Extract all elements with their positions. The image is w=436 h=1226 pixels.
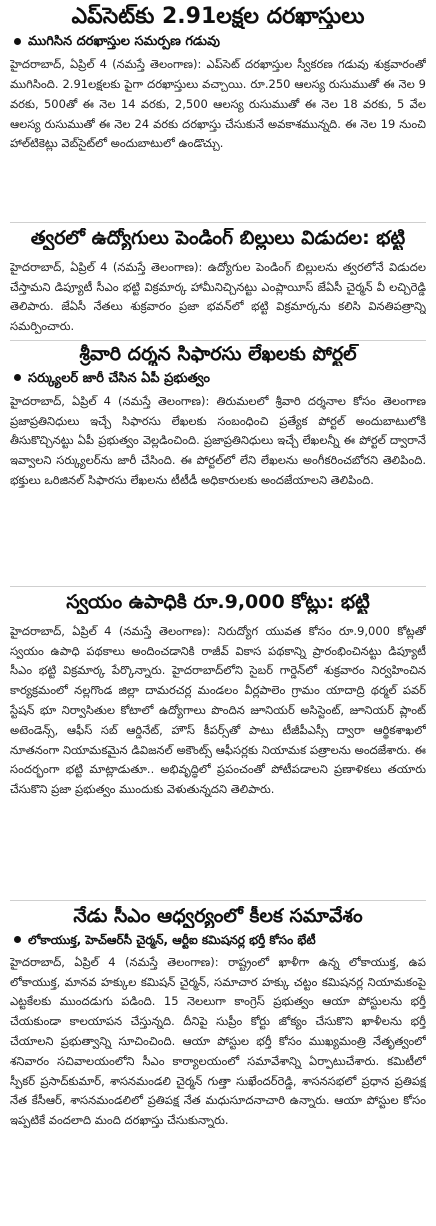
article-cm-meeting — [10, 906, 426, 1222]
headline: నేడు సీఎం ఆధ్వర్యంలో కీలక సమావేశం — [73, 906, 363, 927]
divider — [10, 222, 426, 223]
article-body: హైదరాబాద్, ఏప్రిల్ 4 (నమస్తే తెలంగాణ): ఉద్యోగుల పెండింగ్ బిల్లులను త్వరలోనే విడుదల చేస్తామని డిప్యూటీ సీఎం భట్టి విక్రమార్క హామీనిచ్చినట్టు ఎంప్లాయీస్ జేఏసీ చైర్మన్ వీ లచ్చిరెడ్డి తెలిపారు. జేఏసీ నేతలు శుక్రవారం ప్రజా భవన్‌లో భట్టి విక్రమార్కను కలిసి వినతిపత్రాన్ని సమర్పించారు. — [10, 259, 426, 334]
headline: త్వరలో ఉద్యోగులు పెండింగ్ బిల్లులు విడుదల: భట్టి — [30, 228, 406, 249]
subheadline-text: సర్క్యులర్ జారీ చేసిన ఏపీ ప్రభుత్వం — [28, 370, 210, 386]
bullet-icon — [14, 936, 21, 943]
subheadline — [10, 933, 426, 950]
article-body: హైదరాబాద్, ఏప్రిల్ 4 (నమస్తే తెలంగాణ): ఎప్‌సెట్ దరఖాస్తుల స్వీకరణ గడువు శుక్రవారంతో ముగిసింది. 2.91లక్షలకు పైగా దరఖాస్తులు వచ్చాయి. రూ.250 ఆలస్య రుసుముతో ఈ నెల 9 వరకు, 500తో ఈ నెల 14 వరకు, 2,500 ఆలస్య రుసుముతో ఈ నెల 18 వరకు, 5 వేల ఆలస్య రుసుముతో ఈ నెల 24 వరకు దరఖాస్తు చేసుకునే అవకాశమున్నది. ఈ నెల 19 నుంచి హాల్‌టికెట్లు వెబ్‌సైట్‌లో అందుబాటులో ఉండొచ్చు. — [10, 57, 426, 151]
subheadline-text: లోకాయుక్త, హెచ్‌ఆర్‌సీ చైర్మన్, ఆర్టీఐ కమిషనర్ల భర్తీ కోసం భేటీ — [28, 932, 316, 947]
article-body: హైదరాబాద్, ఏప్రిల్ 4 (నమస్తే తెలంగాణ): నిరుద్యోగ యువత కోసం రూ.9,000 కోట్లతో స్వయం ఉపాధి పథకాలు అందించడానికి రాజీవ్ వికాస పథకాన్ని ప్రారంభించినట్టు డిప్యూటీ సీఎం భట్టి విక్రమార్క పేర్కొన్నారు. హైదరాబాద్‌లోని సైబర్ గార్డెన్‌లో శుక్రవారం నిర్వహించిన కార్యక్రమంలో నల్లగొండ జిల్లా దామరచర్ల మండలం వీర్లపాలెం గ్రామం యాదాద్రి థర్మల్ పవర్ స్టేషన్ భూ నిర్వాసితుల కోటాలో ఉద్యోగాలు పొందిన జూనియర్ అసిస్టెంట్, జూనియర్ ప్లాంట్ అటెండెన్స్, ఆఫీస్ సబ్ ఆర్డినేట్, హౌస్ కీపర్స్‌తో పాటు టీజీపీఎస్సీ ద్వారా ఆర్థికశాఖలో నూతనంగా నియామకమైన డివిజనల్ అకౌంట్స్ ఆఫీసర్లకు నియామక పత్రాలను అందజేశారు. ఈ సందర్భంగా భట్టి మాట్లాడుతూ.. అభివృద్ధిలో ప్రపంచంతో పోటీపడాలని ప్రణాళికలు తయారు చేసుకొని ప్రజా ప్రభుత్వం ముందుకు వెళుతున్నదని తెలిపారు. — [10, 623, 426, 797]
bullet-icon — [14, 374, 21, 381]
divider — [10, 586, 426, 587]
bullet-icon — [14, 38, 21, 45]
article-epcet-applications — [10, 4, 426, 209]
headline: ఎప్‌సెట్‌కు 2.91లక్షల దరఖాస్తులు — [71, 4, 365, 29]
article-srivari-portal — [10, 344, 426, 574]
article-body: హైదరాబాద్, ఏప్రిల్ 4 (నమస్తే తెలంగాణ): తిరుమలలో శ్రీవారి దర్శనాల కోసం తెలంగాణ ప్రజాప్రతినిధులు ఇచ్చే సిఫారసు లేఖలకు సంబంధించి ప్రత్యేక పోర్టల్ అందుబాటులోకి తీసుకొచ్చినట్టు ఏపీ ప్రభుత్వం వెల్లడించింది. ప్రజాప్రతినిధులు ఇచ్చే లేఖలన్నీ ఈ పోర్టల్ ద్వారానే ఇవ్వాలని సర్క్యులర్‌ను జారీ చేసింది. ఈ పోర్టల్‌లో లేని లేఖలను అంగీకరించబోరని తెలిపింది. భక్తులు ఒరిజినల్ సిఫారసు లేఖలను టీటీడీ అధికారులకు అందజేయాలని తెలిపింది. — [10, 393, 426, 488]
subheadline — [10, 34, 426, 52]
article-pending-bills — [10, 228, 426, 358]
article-body: హైదరాబాద్, ఏప్రిల్ 4 (నమస్తే తెలంగాణ): రాష్ట్రంలో ఖాళీగా ఉన్న లోకాయుక్త, ఉప లోకాయుక్త, మానవ హక్కుల కమిషన్ చైర్మన్, సమాచార హక్కు చట్టం కమిషనర్ల నియామకంపై ఎట్టకేలకు ముందడుగు పడింది. 15 నెలలుగా కాంగ్రెస్ ప్రభుత్వం ఆయా పోస్టులను భర్తీ చేయకుండా కాలయాపన చేస్తున్నది. దీనిపై సుప్రీం కోర్టు జోక్యం చేసుకొని ఖాళీలను భర్తీ చేయాలని ప్రభుత్వాన్ని సూచించింది. ఆయా పోస్టుల భర్తీ కోసం ముఖ్యమంత్రి నేతృత్వంలో శనివారం సచివాలయంలోని సీఎం కార్యాలయంలో సమావేశాన్ని ఏర్పాటుచేశారు. కమిటీలో స్పీకర్ ప్రసాద్‌కుమార్, శాసనమండలి చైర్మన్ గుత్తా సుఖేందర్‌రెడ్డి, శాసనసభలో ప్రధాన ప్రతిపక్ష నేత కేసీఆర్, శాసనమండలిలో ప్రతిపక్ష నేత మధుసూదనాచారి ఉన్నారు. ఆయా పోస్టుల కోసం ఇప్పటికే వందలాది మంది దరఖాస్తు చేసుకున్నారు. — [10, 954, 426, 1128]
subheadline-text: ముగిసిన దరఖాస్తుల సమర్పణ గడువు — [28, 34, 221, 50]
headline: స్వయం ఉపాధికి రూ.9,000 కోట్లు: భట్టి — [66, 592, 370, 613]
divider — [10, 340, 426, 341]
divider — [10, 900, 426, 901]
article-self-employment — [10, 592, 426, 892]
subheadline — [10, 371, 426, 389]
headline: శ్రీవారి దర్శన సిఫారసు లేఖలకు పోర్టల్ — [79, 344, 357, 365]
